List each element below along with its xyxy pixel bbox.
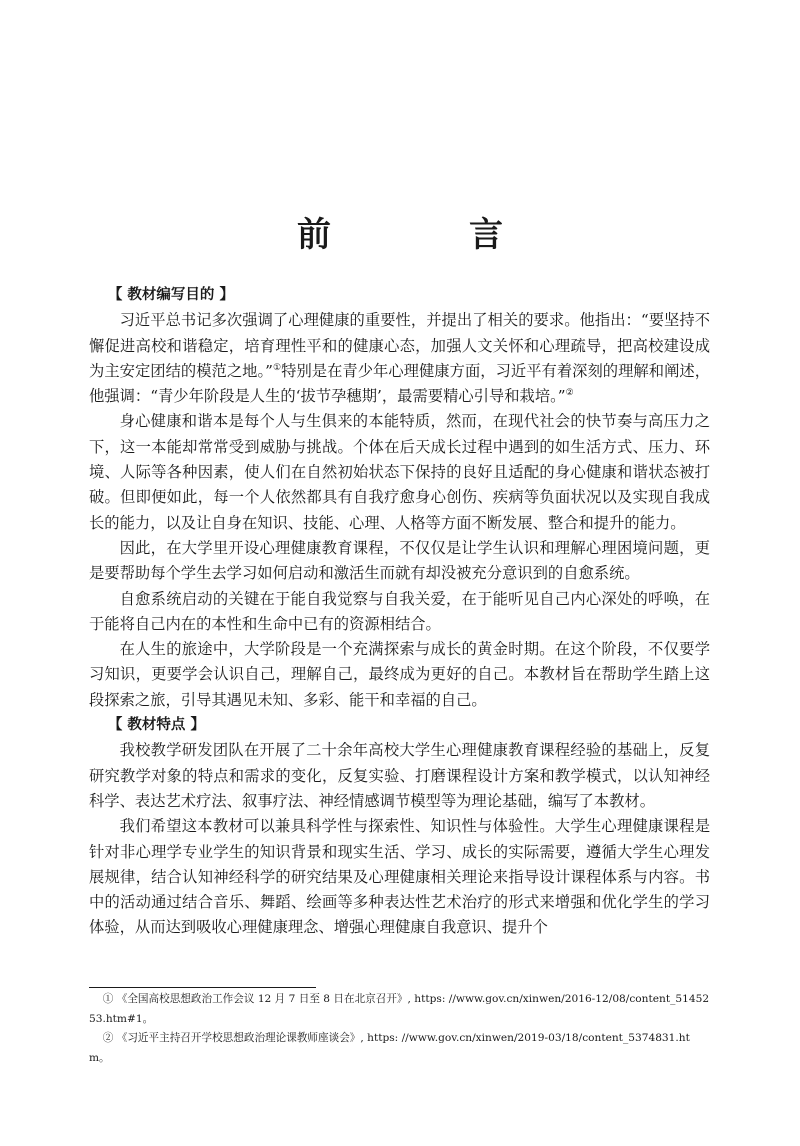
footnote-mark: ① <box>102 993 114 1005</box>
paragraph: 我们希望这本教材可以兼具科学性与探索性、知识性与体验性。大学生心理健康课程是针对非心理学专业学生的知识背景和现实生活、学习、成长的实际需要，遵循大学生心理发展规律，结合认知神经科学的研究结果及心理健康相关理论来指导设计课程体系与内容。书中的活动通过结合音乐、舞蹈、绘画等多种表达性艺术治疗的形式来增强和优化学生的学习体验，从而达到吸收心理健康理念、增强心理健康自我意识、提升个 <box>89 817 710 937</box>
paragraph: 因此，在大学里开设心理健康教育课程，不仅仅是让学生认识和理解心理困境问题，更是要帮助每个学生去学习如何启动和激活生而就有却没被充分意识到的自愈系统。 <box>89 538 710 583</box>
footnotes <box>89 990 710 1068</box>
paragraph <box>89 308 710 409</box>
paragraph: 身心健康和谐本是每个人与生俱来的本能特质，然而，在现代社会的快节奏与高压力之下，这一本能却常常受到威胁与挑战。个体在后天成长过程中遇到的如生活方式、压力、环境、人际等各种因素，使人们在自然初始状态下保持的良好且适配的身心健康和谐状态被打破。但即便如此，每一个人依然都具有自我疗愈身心创伤、疾病等负面状况以及实现自我成长的能力，以及让自身在知识、技能、心理、人格等方面不断发展、整合和提升的能力。 <box>89 412 710 532</box>
paragraph: 在人生的旅途中，大学阶段是一个充满探索与成长的黄金时期。在这个阶段，不仅要学习知识，更要学会认识自己，理解自己，最终成为更好的自己。本教材旨在帮助学生踏上这段探索之旅，引导其遇见未知、多彩、能干和幸福的自己。 <box>89 640 710 709</box>
section-heading-features: 【 教材特点 】 <box>107 717 205 734</box>
paragraph-text: 特别是在青少年心理健康方面，习近平有着深刻的理解和阐述，他强调：“青少年阶段是人生的‘拔节孕穗期’，最需要精心引导和栽培。” <box>89 361 711 406</box>
footnote-divider <box>89 987 316 988</box>
paragraph: 自愈系统启动的关键在于能自我觉察与自我关爱，在于能听见自己内心深处的呼唤，在于能将自己内在的本性和生命中已有的资源相结合。 <box>89 589 710 633</box>
footnote-text: 《习近平主持召开学校思想政治理论课教师座谈会》, https: //www.gov.cn/xinwen/2019-03/18/content_5374831.htm。 <box>89 1032 690 1064</box>
footnote-mark: ② <box>102 1032 114 1045</box>
footnote-ref-1[interactable]: ① <box>273 362 282 373</box>
footnote-1 <box>89 990 710 1029</box>
body-text <box>89 283 710 941</box>
page-title: 前 言 <box>297 215 555 255</box>
paragraph-text: 习近平总书记多次强调了心理健康的重要性，并提出了相关的要求。他指出：“要坚持不懈促进高校和谐稳定，培育理性平和的健康心态，加强人文关怀和心理疏导，把高校建设成为主安定团结的模范之地。” <box>89 311 710 380</box>
paragraph: 我校教学研发团队在开展了二十余年高校大学生心理健康教育课程经验的基础上，反复研究教学对象的特点和需求的变化，反复实验、打磨课程设计方案和教学模式，以认知神经科学、表达艺术疗法、叙事疗法、神经情感调节模型等为理论基础，编写了本教材。 <box>89 741 710 810</box>
footnote-text: 《全国高校思想政治工作会议 12 月 7 日至 8 日在北京召开》, https: //www.gov.cn/xinwen/2016-12/08/content_5145253.htm#1。 <box>89 993 710 1025</box>
footnote-ref-2[interactable]: ② <box>565 388 574 399</box>
footnote-2 <box>89 1029 710 1068</box>
section-heading-purpose: 【 教材编写目的 】 <box>107 287 234 303</box>
